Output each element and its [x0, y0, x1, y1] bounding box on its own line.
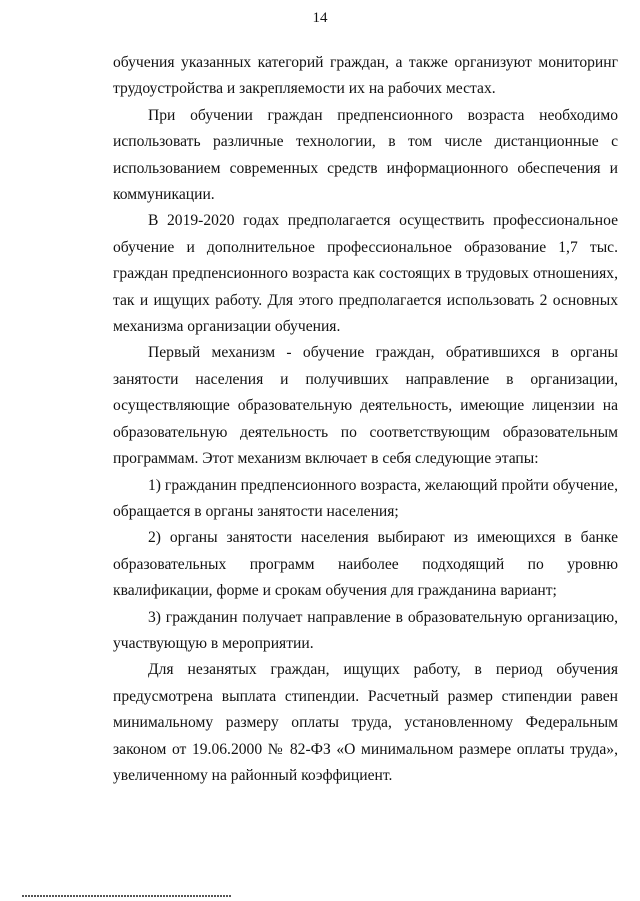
paragraph-training-technologies: При обучении граждан предпенсионного возраста необходимо использовать различные технологии, в том числе дистанционные с использованием современных средств информационного обеспечения и коммуникации.: [113, 106, 618, 204]
list-item-step-3: 3) гражданин получает направление в образовательную организацию, участвующую в мероприятии.: [113, 608, 618, 652]
paragraph-first-mechanism: Первый механизм - обучение граждан, обратившихся в органы занятости населения и получивших направление в организации, осуществляющие образовательную деятельность, имеющие лицензии на образовательную деятельность по соответствующим образовательным программам. Этот механизм включает в себя следующие этапы:: [113, 344, 618, 468]
list-item-step-2: 2) органы занятости населения выбирают из имеющихся в банке образовательных программ наиболее подходящий по уровню квалификации, форме и срокам обучения для гражданина вариант;: [113, 529, 618, 600]
paragraph-stipend: Для незанятых граждан, ищущих работу, в период обучения предусмотрена выплата стипендии. Расчетный размер стипендии равен минимальному размеру оплаты труда, установленному Федеральным законом от 19.06.2000 № 82-ФЗ «О минимальном размере оплаты труда», увеличенному на районный коэффициент.: [113, 661, 618, 784]
list-item-step-1: 1) гражданин предпенсионного возраста, желающий пройти обучение, обращается в органы занятости населения;: [113, 476, 618, 520]
document-body: [113, 50, 618, 789]
paragraph-training-plan-2019-2020: В 2019-2020 годах предполагается осуществить профессиональное обучение и дополнительное профессиональное образование 1,7 тыс. граждан предпенсионного возраста как состоящих в трудовых отношениях, так и ищущих работу. Для этого предполагается использовать 2 основных механизма организации обучения.: [113, 212, 618, 336]
page-number: 14: [312, 10, 328, 26]
scan-edge-mark: [22, 895, 232, 897]
paragraph-continuation: обучения указанных категорий граждан, а также организуют мониторинг трудоустройства и закрепляемости их на рабочих местах.: [113, 54, 618, 98]
